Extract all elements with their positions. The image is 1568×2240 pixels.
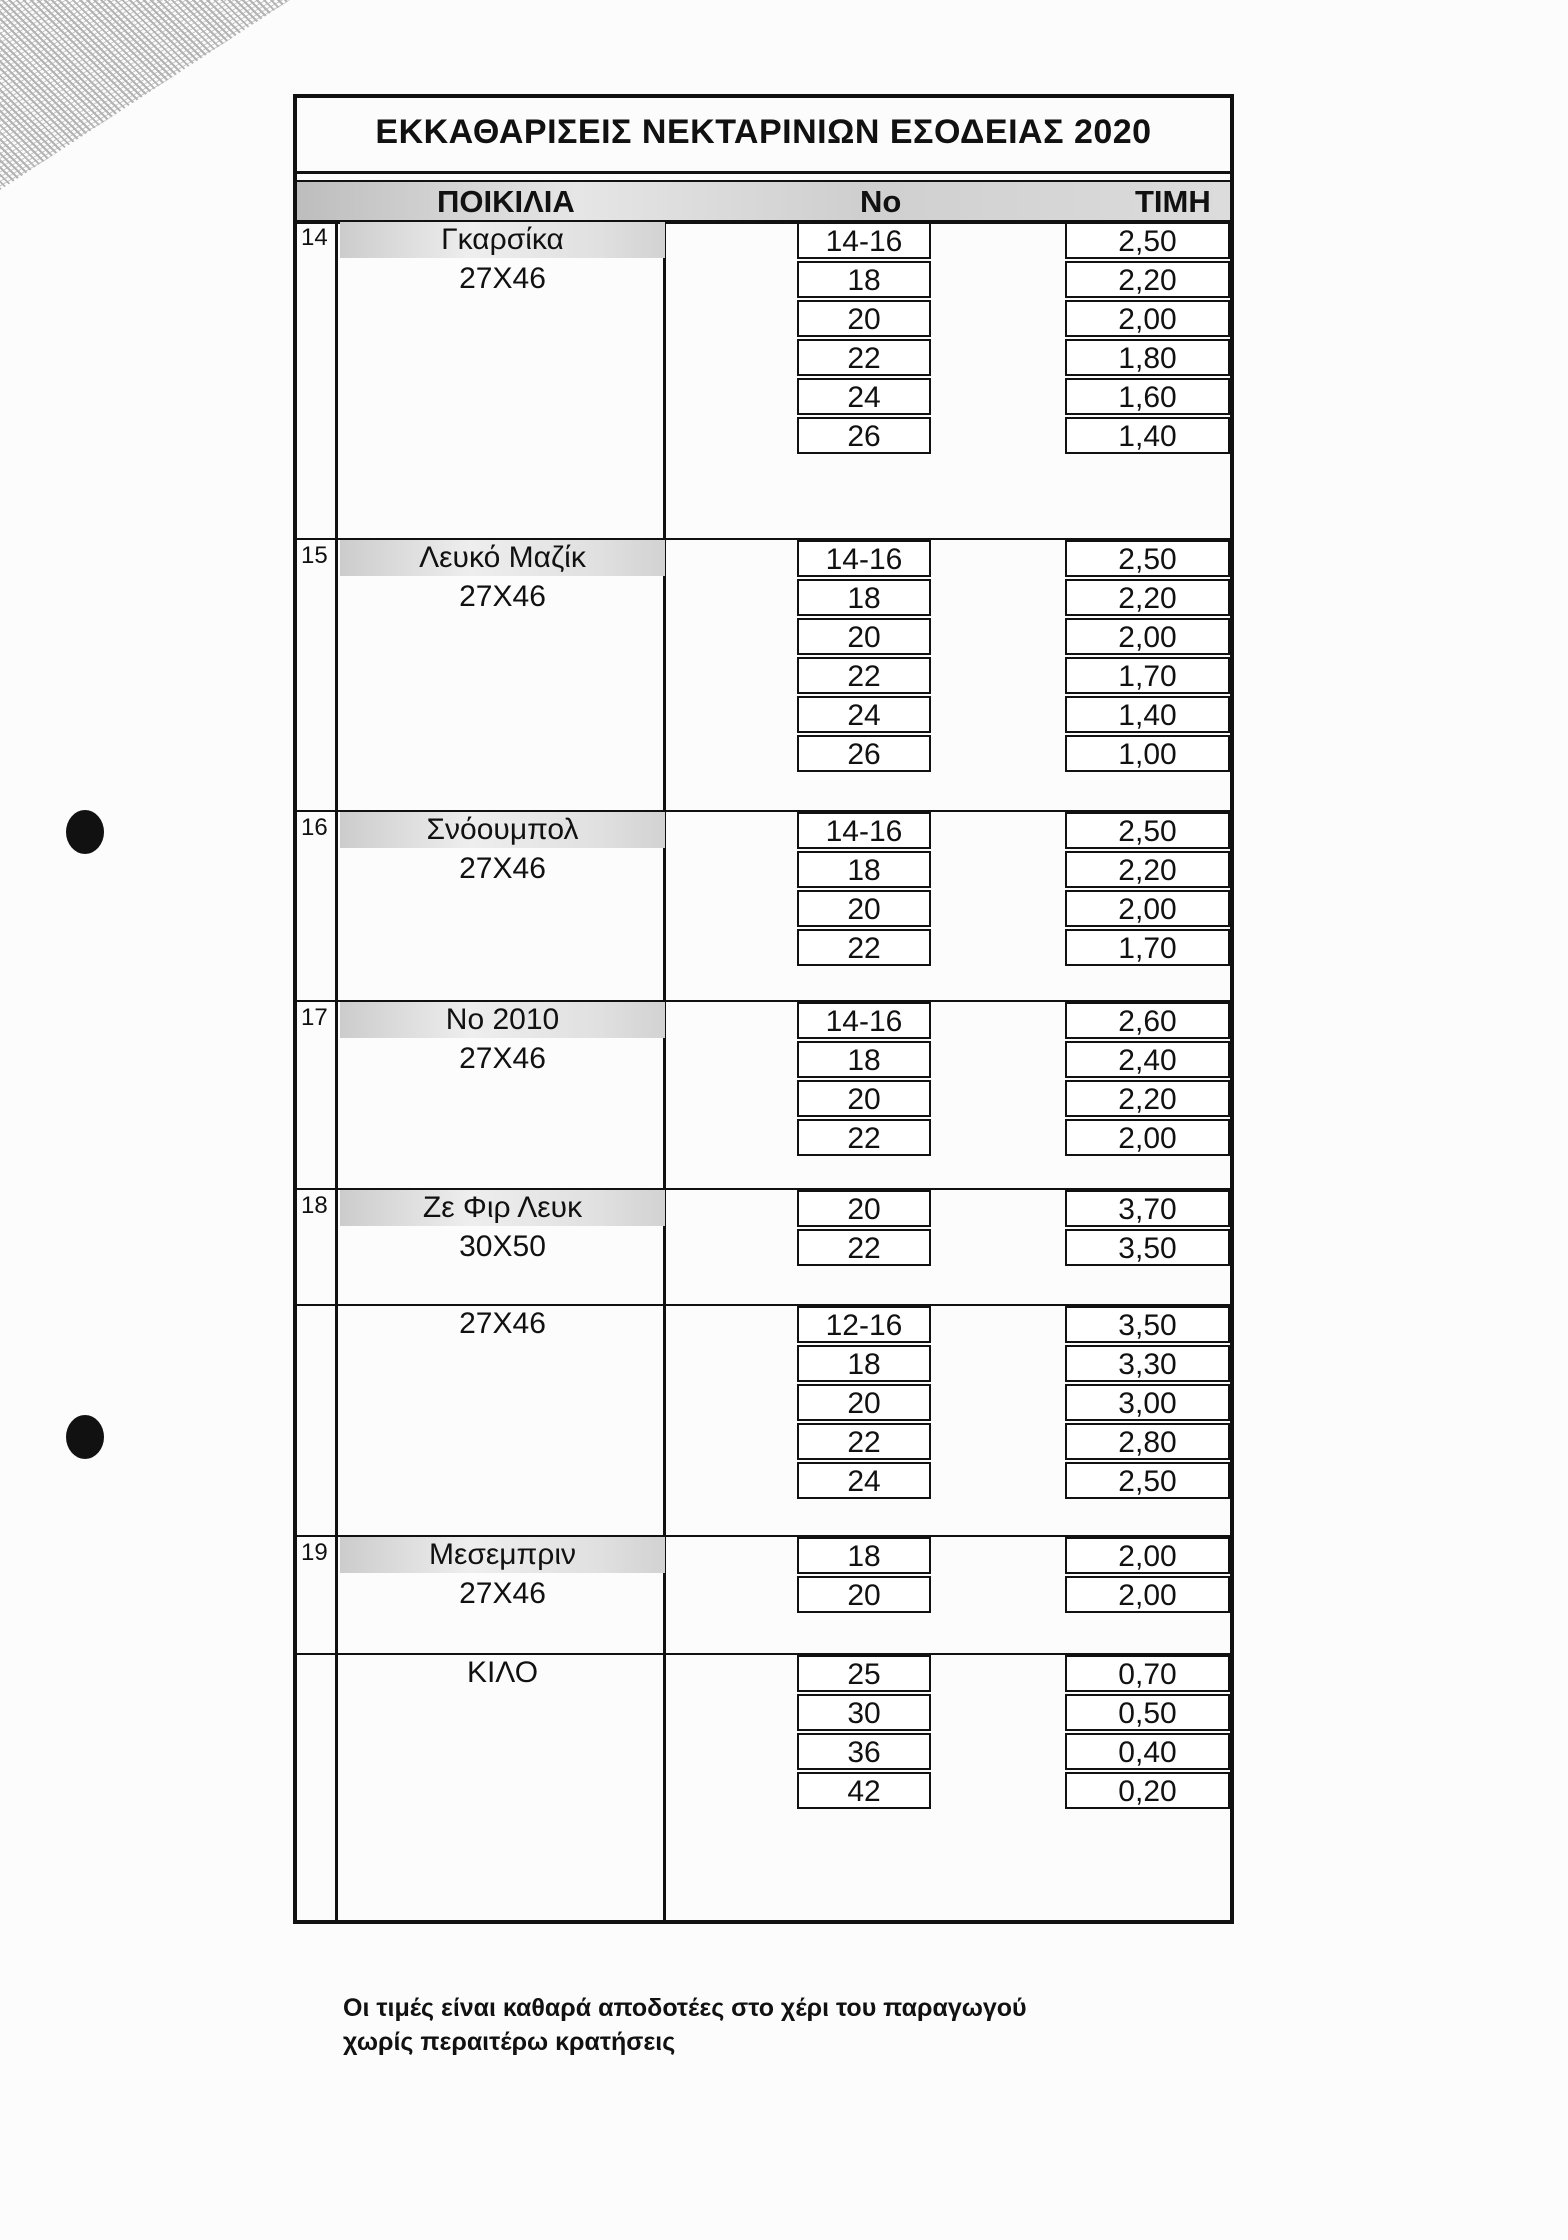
price-cell: 1,40 xyxy=(1065,417,1230,454)
price-cell: 0,20 xyxy=(1065,1772,1230,1809)
price-cell: 3,00 xyxy=(1065,1384,1230,1421)
footnote-line1: Οι τιμές είναι καθαρά αποδοτέες στο χέρι του παραγωγού xyxy=(343,1994,1027,2022)
pack-size: 27Χ46 xyxy=(459,1307,546,1340)
group-number: 18 xyxy=(301,1192,328,1219)
price-cell: 0,50 xyxy=(1065,1694,1230,1731)
group-number: 17 xyxy=(301,1004,328,1031)
size-cell: 20 xyxy=(797,890,931,927)
size-cell: 20 xyxy=(797,1576,931,1613)
price-cell: 3,70 xyxy=(1065,1190,1230,1227)
size-cell: 42 xyxy=(797,1772,931,1809)
size-cell: 18 xyxy=(797,1345,931,1382)
price-cell: 2,50 xyxy=(1065,540,1230,577)
variety-name: Γκαρσίκα xyxy=(340,222,665,258)
size-cell: 26 xyxy=(797,417,931,454)
size-cell: 26 xyxy=(797,735,931,772)
price-cell: 2,00 xyxy=(1065,1537,1230,1574)
variety-name: Μεσεμπριν xyxy=(340,1537,665,1573)
size-cell: 20 xyxy=(797,1190,931,1227)
price-cell: 2,20 xyxy=(1065,851,1230,888)
size-cell: 25 xyxy=(797,1655,931,1692)
size-cell: 20 xyxy=(797,300,931,337)
size-cell: 20 xyxy=(797,618,931,655)
footnote-line2: χωρίς περαιτέρω κρατήσεις xyxy=(343,2028,676,2056)
size-cell: 24 xyxy=(797,696,931,733)
size-cell: 22 xyxy=(797,657,931,694)
pack-size: 27Χ46 xyxy=(459,262,546,295)
punch-hole xyxy=(66,1415,104,1459)
size-cell: 14-16 xyxy=(797,540,931,577)
variety-name: Σνόουμπολ xyxy=(340,812,665,848)
price-cell: 2,00 xyxy=(1065,890,1230,927)
size-cell: 18 xyxy=(797,1041,931,1078)
price-cell: 2,40 xyxy=(1065,1041,1230,1078)
price-cell: 2,20 xyxy=(1065,261,1230,298)
col-divider-num xyxy=(335,222,338,1920)
price-cell: 0,70 xyxy=(1065,1655,1230,1692)
price-cell: 0,40 xyxy=(1065,1733,1230,1770)
price-cell: 2,00 xyxy=(1065,1576,1230,1613)
pack-size: 27Χ46 xyxy=(459,580,546,613)
group-number: 16 xyxy=(301,814,328,841)
size-cell: 20 xyxy=(797,1080,931,1117)
price-cell: 2,50 xyxy=(1065,812,1230,849)
price-cell: 1,70 xyxy=(1065,657,1230,694)
price-cell: 2,50 xyxy=(1065,1462,1230,1499)
size-cell: 18 xyxy=(797,579,931,616)
table-header xyxy=(297,180,1230,224)
price-cell: 2,00 xyxy=(1065,618,1230,655)
pack-size: 27Χ46 xyxy=(459,852,546,885)
price-cell: 2,80 xyxy=(1065,1423,1230,1460)
price-cell: 2,20 xyxy=(1065,579,1230,616)
group-number: 14 xyxy=(301,224,328,251)
variety-name: Λευκό Μαζίκ xyxy=(340,540,665,576)
price-cell: 2,00 xyxy=(1065,300,1230,337)
price-cell: 2,20 xyxy=(1065,1080,1230,1117)
price-cell: 1,60 xyxy=(1065,378,1230,415)
size-cell: 18 xyxy=(797,1537,931,1574)
size-cell: 22 xyxy=(797,1423,931,1460)
variety-name: Νο 2010 xyxy=(340,1002,665,1038)
price-cell: 1,00 xyxy=(1065,735,1230,772)
variety-name: Ζε Φιρ Λευκ xyxy=(340,1190,665,1226)
size-cell: 22 xyxy=(797,1119,931,1156)
size-cell: 24 xyxy=(797,1462,931,1499)
size-cell: 30 xyxy=(797,1694,931,1731)
size-cell: 24 xyxy=(797,378,931,415)
size-cell: 20 xyxy=(797,1384,931,1421)
size-cell: 14-16 xyxy=(797,222,931,259)
price-cell: 3,50 xyxy=(1065,1306,1230,1343)
group-number: 19 xyxy=(301,1539,328,1566)
price-cell: 1,80 xyxy=(1065,339,1230,376)
pack-size: ΚΙΛΟ xyxy=(466,1656,539,1689)
pack-size: 30Χ50 xyxy=(459,1230,546,1263)
price-cell: 3,30 xyxy=(1065,1345,1230,1382)
size-cell: 14-16 xyxy=(797,1002,931,1039)
pack-size: 27Χ46 xyxy=(459,1577,546,1610)
size-cell: 22 xyxy=(797,1229,931,1266)
size-cell: 18 xyxy=(797,261,931,298)
size-cell: 22 xyxy=(797,339,931,376)
punch-hole xyxy=(66,810,104,854)
document-title: ΕΚΚΑΘΑΡΙΣΕΙΣ ΝΕΚΤΑΡΙΝΙΩΝ ΕΣΟΔΕΙΑΣ 2020 xyxy=(293,94,1234,174)
header-price: ΤΙΜΗ xyxy=(1135,184,1211,219)
price-cell: 2,50 xyxy=(1065,222,1230,259)
price-cell: 2,00 xyxy=(1065,1119,1230,1156)
header-size: No xyxy=(860,184,902,219)
header-variety: ΠΟΙΚΙΛΙΑ xyxy=(437,184,575,219)
price-cell: 2,60 xyxy=(1065,1002,1230,1039)
size-cell: 22 xyxy=(797,929,931,966)
size-cell: 36 xyxy=(797,1733,931,1770)
price-cell: 1,40 xyxy=(1065,696,1230,733)
scan-artifact xyxy=(0,0,290,190)
size-cell: 14-16 xyxy=(797,812,931,849)
group-number: 15 xyxy=(301,542,328,569)
size-cell: 12-16 xyxy=(797,1306,931,1343)
price-cell: 1,70 xyxy=(1065,929,1230,966)
size-cell: 18 xyxy=(797,851,931,888)
price-cell: 3,50 xyxy=(1065,1229,1230,1266)
pack-size: 27Χ46 xyxy=(459,1042,546,1075)
